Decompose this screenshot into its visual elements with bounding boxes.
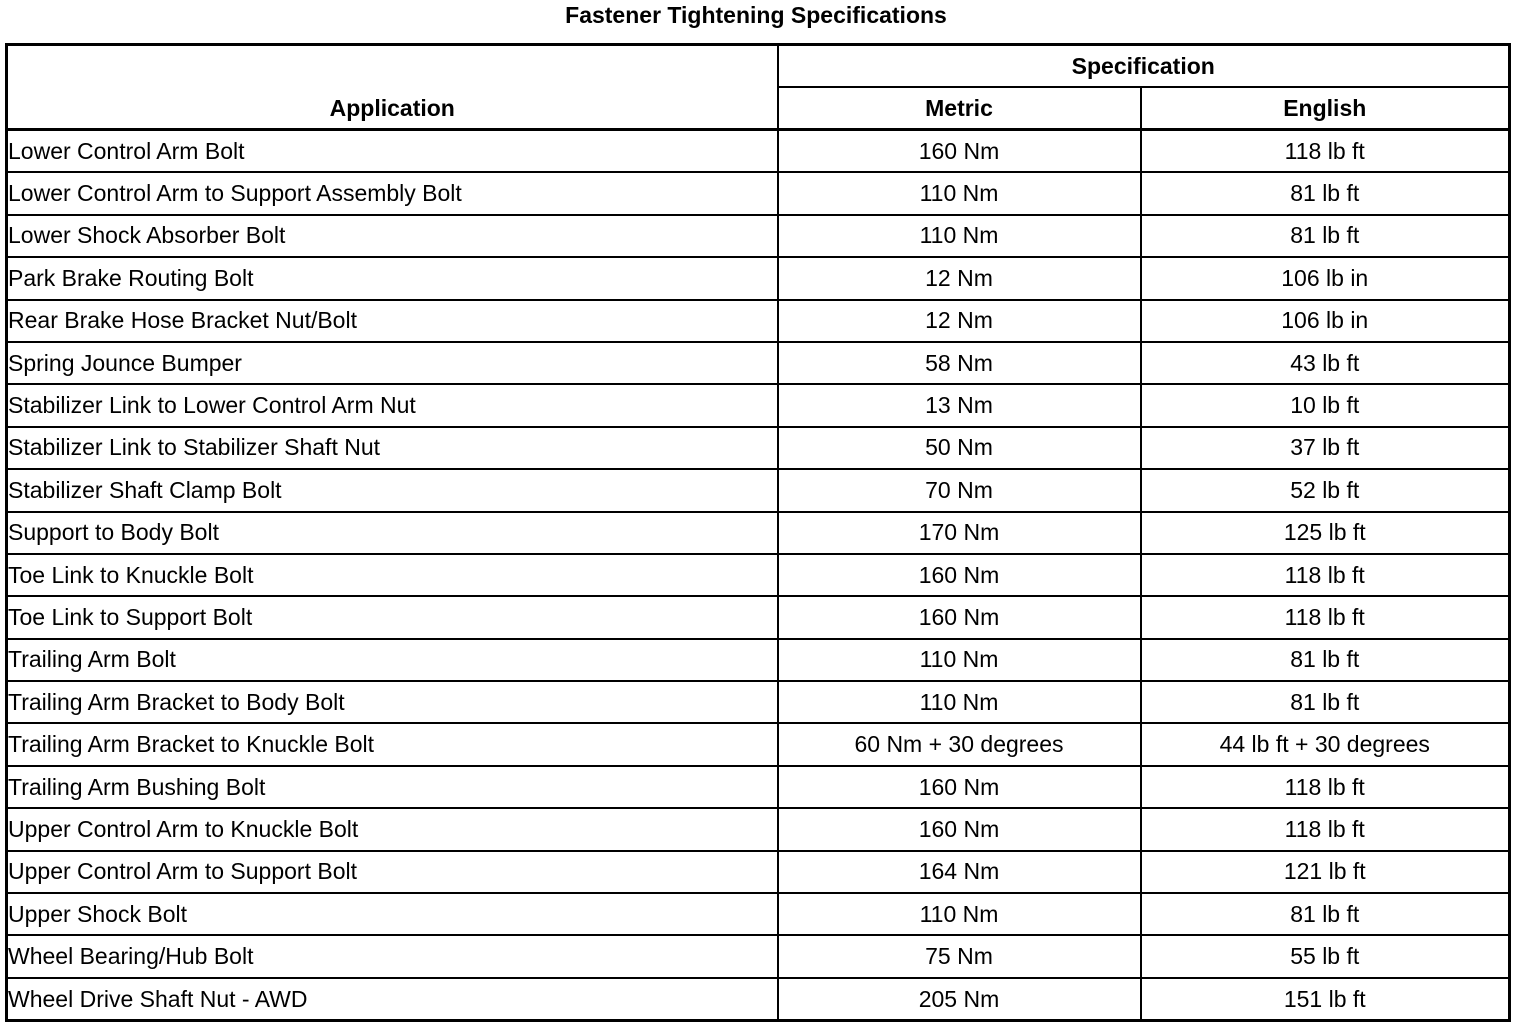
metric-cell: 60 Nm + 30 degrees xyxy=(778,723,1141,765)
english-cell: 151 lb ft xyxy=(1141,978,1510,1021)
table-row xyxy=(7,215,1510,257)
application-cell: Toe Link to Support Bolt xyxy=(7,596,778,638)
application-cell: Lower Shock Absorber Bolt xyxy=(7,215,778,257)
english-cell: 81 lb ft xyxy=(1141,639,1510,681)
english-cell: 44 lb ft + 30 degrees xyxy=(1141,723,1510,765)
metric-cell: 160 Nm xyxy=(778,130,1141,173)
english-cell: 106 lb in xyxy=(1141,300,1510,342)
metric-cell: 110 Nm xyxy=(778,172,1141,214)
table-row xyxy=(7,427,1510,469)
english-cell: 125 lb ft xyxy=(1141,512,1510,554)
application-cell: Support to Body Bolt xyxy=(7,512,778,554)
metric-cell: 110 Nm xyxy=(778,681,1141,723)
table-row xyxy=(7,681,1510,723)
application-cell: Wheel Drive Shaft Nut - AWD xyxy=(7,978,778,1021)
metric-cell: 110 Nm xyxy=(778,215,1141,257)
table-row xyxy=(7,639,1510,681)
table-row xyxy=(7,766,1510,808)
application-cell: Upper Shock Bolt xyxy=(7,893,778,935)
application-cell: Spring Jounce Bumper xyxy=(7,342,778,384)
table-row xyxy=(7,512,1510,554)
metric-cell: 58 Nm xyxy=(778,342,1141,384)
english-cell: 52 lb ft xyxy=(1141,469,1510,511)
metric-cell: 160 Nm xyxy=(778,766,1141,808)
application-cell: Toe Link to Knuckle Bolt xyxy=(7,554,778,596)
application-cell: Trailing Arm Bolt xyxy=(7,639,778,681)
metric-cell: 75 Nm xyxy=(778,935,1141,977)
english-cell: 121 lb ft xyxy=(1141,851,1510,893)
header-english: English xyxy=(1141,87,1510,130)
metric-cell: 110 Nm xyxy=(778,639,1141,681)
application-cell: Stabilizer Link to Stabilizer Shaft Nut xyxy=(7,427,778,469)
table-row xyxy=(7,257,1510,299)
table-row xyxy=(7,384,1510,426)
metric-cell: 110 Nm xyxy=(778,893,1141,935)
application-cell: Stabilizer Shaft Clamp Bolt xyxy=(7,469,778,511)
table-row xyxy=(7,808,1510,850)
metric-cell: 205 Nm xyxy=(778,978,1141,1021)
table-row xyxy=(7,469,1510,511)
table-body xyxy=(7,130,1510,1021)
table-row xyxy=(7,300,1510,342)
english-cell: 106 lb in xyxy=(1141,257,1510,299)
metric-cell: 12 Nm xyxy=(778,300,1141,342)
english-cell: 37 lb ft xyxy=(1141,427,1510,469)
table-row xyxy=(7,554,1510,596)
application-cell: Lower Control Arm Bolt xyxy=(7,130,778,173)
metric-cell: 170 Nm xyxy=(778,512,1141,554)
metric-cell: 13 Nm xyxy=(778,384,1141,426)
application-cell: Stabilizer Link to Lower Control Arm Nut xyxy=(7,384,778,426)
english-cell: 55 lb ft xyxy=(1141,935,1510,977)
metric-cell: 70 Nm xyxy=(778,469,1141,511)
english-cell: 118 lb ft xyxy=(1141,596,1510,638)
metric-cell: 160 Nm xyxy=(778,596,1141,638)
english-cell: 118 lb ft xyxy=(1141,808,1510,850)
english-cell: 81 lb ft xyxy=(1141,215,1510,257)
table-row xyxy=(7,172,1510,214)
metric-cell: 160 Nm xyxy=(778,554,1141,596)
header-application: Application xyxy=(7,45,778,130)
fastener-spec-table xyxy=(5,43,1511,1022)
english-cell: 81 lb ft xyxy=(1141,893,1510,935)
page-title: Fastener Tightening Specifications xyxy=(565,2,947,28)
application-cell: Trailing Arm Bracket to Body Bolt xyxy=(7,681,778,723)
header-specification: Specification xyxy=(778,45,1510,88)
application-cell: Trailing Arm Bracket to Knuckle Bolt xyxy=(7,723,778,765)
application-cell: Upper Control Arm to Knuckle Bolt xyxy=(7,808,778,850)
english-cell: 118 lb ft xyxy=(1141,554,1510,596)
application-cell: Upper Control Arm to Support Bolt xyxy=(7,851,778,893)
table-row xyxy=(7,596,1510,638)
english-cell: 118 lb ft xyxy=(1141,766,1510,808)
application-cell: Trailing Arm Bushing Bolt xyxy=(7,766,778,808)
english-cell: 10 lb ft xyxy=(1141,384,1510,426)
application-cell: Park Brake Routing Bolt xyxy=(7,257,778,299)
table-row xyxy=(7,130,1510,173)
english-cell: 81 lb ft xyxy=(1141,681,1510,723)
english-cell: 43 lb ft xyxy=(1141,342,1510,384)
table-row xyxy=(7,723,1510,765)
metric-cell: 12 Nm xyxy=(778,257,1141,299)
application-cell: Rear Brake Hose Bracket Nut/Bolt xyxy=(7,300,778,342)
table-row xyxy=(7,893,1510,935)
application-cell: Lower Control Arm to Support Assembly Bolt xyxy=(7,172,778,214)
table-row xyxy=(7,851,1510,893)
table-row xyxy=(7,342,1510,384)
metric-cell: 50 Nm xyxy=(778,427,1141,469)
table-row xyxy=(7,978,1510,1021)
metric-cell: 160 Nm xyxy=(778,808,1141,850)
header-metric: Metric xyxy=(778,87,1141,130)
metric-cell: 164 Nm xyxy=(778,851,1141,893)
header-row-group xyxy=(7,45,1510,88)
english-cell: 118 lb ft xyxy=(1141,130,1510,173)
application-cell: Wheel Bearing/Hub Bolt xyxy=(7,935,778,977)
english-cell: 81 lb ft xyxy=(1141,172,1510,214)
table-row xyxy=(7,935,1510,977)
